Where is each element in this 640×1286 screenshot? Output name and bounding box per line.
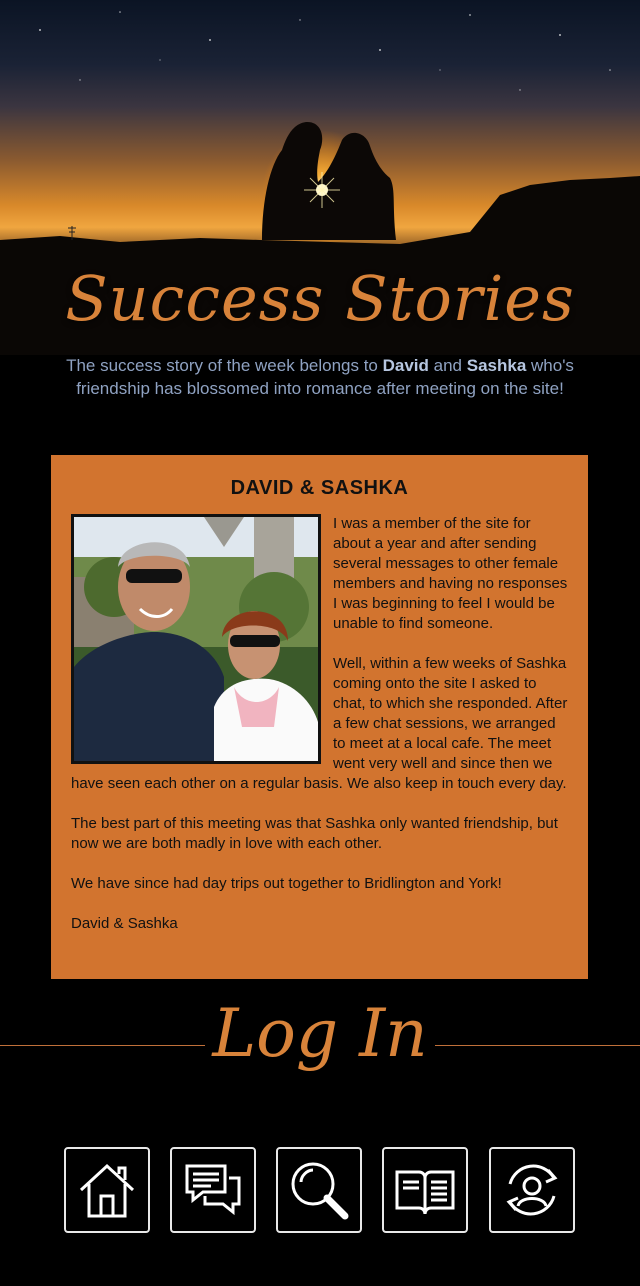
story-paragraph-4: We have since had day trips out together to Bridlington and York! [71,875,502,892]
page-title: Success Stories [65,262,575,335]
bottom-nav [0,1147,640,1233]
intro-name1: David [382,356,429,375]
intro-text [40,354,600,400]
nav-search-button[interactable] [276,1147,362,1233]
login-section [0,995,640,1105]
story-heading: DAVID & SASHKA [230,477,409,499]
story-paragraph-1: I was a member of the site for about a year and after sending several messages to other female members and having no responses I was beginning to feel I would be unable to find someone. [333,515,568,632]
login-divider-left [0,1045,205,1046]
profile-refresh-icon [500,1158,564,1222]
intro-name2: Sashka [466,356,527,375]
couple-photo [71,514,321,764]
story-paragraph-3: The best part of this meeting was that Sashka only wanted friendship, but now we are both madly in love with each other. [71,815,558,852]
nav-profile-button[interactable] [489,1147,575,1233]
story-paragraph-2: Well, within a few weeks of Sashka coming onto the site I asked to chat, to which she responded. After a few chat sessions, we arranged to meet at a local cafe. The meet went very well and since then we have seen each other on a regular basis. We also keep in touch every day. [71,655,568,792]
intro-part3: who's friendship has blossomed into romance after meeting on the site! [76,356,574,398]
home-icon [75,1158,139,1222]
hero-banner [0,0,640,355]
intro-part2: and [428,356,467,375]
login-link[interactable]: Log In [212,995,428,1072]
story-card [51,455,588,979]
search-icon [287,1158,351,1222]
story-signature: David & Sashka [71,915,178,932]
intro-part1: The success story of the week belongs to [66,356,383,375]
book-icon [393,1158,457,1222]
chat-icon [181,1158,245,1222]
nav-book-button[interactable] [382,1147,468,1233]
nav-messages-button[interactable] [170,1147,256,1233]
login-divider-right [435,1045,640,1046]
nav-home-button[interactable] [64,1147,150,1233]
